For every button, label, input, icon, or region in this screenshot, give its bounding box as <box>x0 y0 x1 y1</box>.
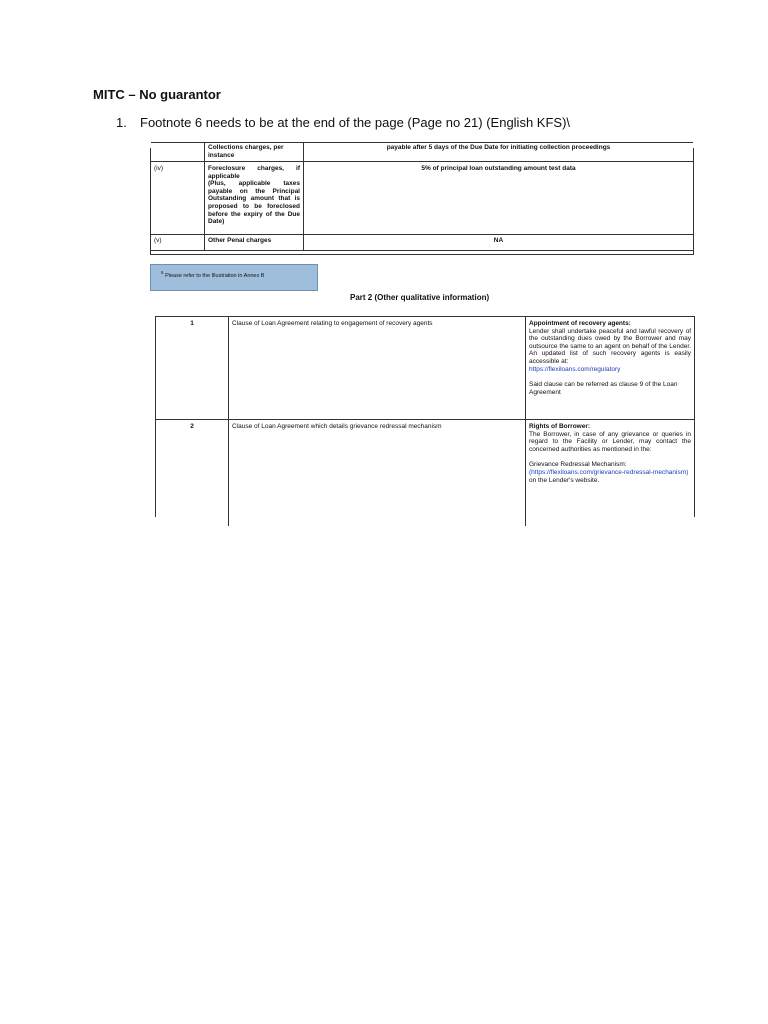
note-text: Footnote 6 needs to be at the end of the page (Page no 21) (English KFS)\ <box>140 115 571 130</box>
row-number: (v) <box>151 235 205 251</box>
charge-name: Other Penal charges <box>205 235 304 251</box>
table-row <box>156 317 694 420</box>
charge-value: 5% of principal loan outstanding amount test data <box>304 162 694 235</box>
document-title: MITC – No guarantor <box>93 87 221 102</box>
table-row <box>151 235 693 251</box>
table-row <box>151 162 693 235</box>
charge-name <box>205 162 304 235</box>
row-number <box>151 143 205 162</box>
clause-detail <box>526 420 695 527</box>
table-row <box>151 143 693 162</box>
clause-detail <box>526 317 695 420</box>
charge-title: Foreclosure charges, if applicable <box>208 165 300 180</box>
mechanism-label: Grievance Redressal Mechanism: <box>529 461 627 469</box>
charge-name: Collections charges, per instance <box>205 143 304 162</box>
row-number: 1 <box>156 317 229 420</box>
footnote-text: Please refer to the Illustration in Annex B <box>165 272 265 279</box>
link-suffix: on the Lender's website. <box>529 476 600 484</box>
charge-detail: (Plus, applicable taxes payable on the Principal Outstanding amount that is proposed to be foreclosed before the expiry of the Due Date) <box>208 180 300 226</box>
regulatory-link[interactable]: https://flexiloans.com/regulatory <box>529 365 621 373</box>
qualitative-info-table <box>155 316 695 517</box>
grievance-link[interactable]: (https://flexiloans.com/grievance-redressal-mechanism) <box>529 468 689 476</box>
footnote-box <box>150 264 318 291</box>
clause-body: Lender shall undertake peaceful and lawful recovery of the outstanding dues owed by the Borrower and may outsource the same to an agent on behalf of the Lender. An updated list of such recovery agents is easily accessible at: <box>529 327 691 365</box>
table-row <box>156 420 694 527</box>
note-number: 1. <box>116 115 127 130</box>
charge-value: payable after 5 days of the Due Date for initiating collection proceedings <box>304 143 694 162</box>
row-number: (iv) <box>151 162 205 235</box>
footnote-marker: 6 <box>161 270 164 275</box>
clause-body: The Borrower, in case of any grievance or queries in regard to the Facility or Lender, may contact the concerned authorities as mentioned in the: <box>529 430 691 453</box>
clause-heading: Appointment of recovery agents: <box>529 320 631 327</box>
clause-footer: Said clause can be referred as clause 9 of the Loan Agreement <box>529 381 678 396</box>
clause-description: Clause of Loan Agreement relating to engagement of recovery agents <box>229 317 526 420</box>
fee-table <box>150 144 694 255</box>
clause-heading: Rights of Borrower: <box>529 423 591 430</box>
note-item <box>116 115 570 130</box>
section-title: Part 2 (Other qualitative information) <box>350 293 490 302</box>
charge-value: NA <box>304 235 694 251</box>
row-number: 2 <box>156 420 229 527</box>
clause-description: Clause of Loan Agreement which details grievance redressal mechanism <box>229 420 526 527</box>
